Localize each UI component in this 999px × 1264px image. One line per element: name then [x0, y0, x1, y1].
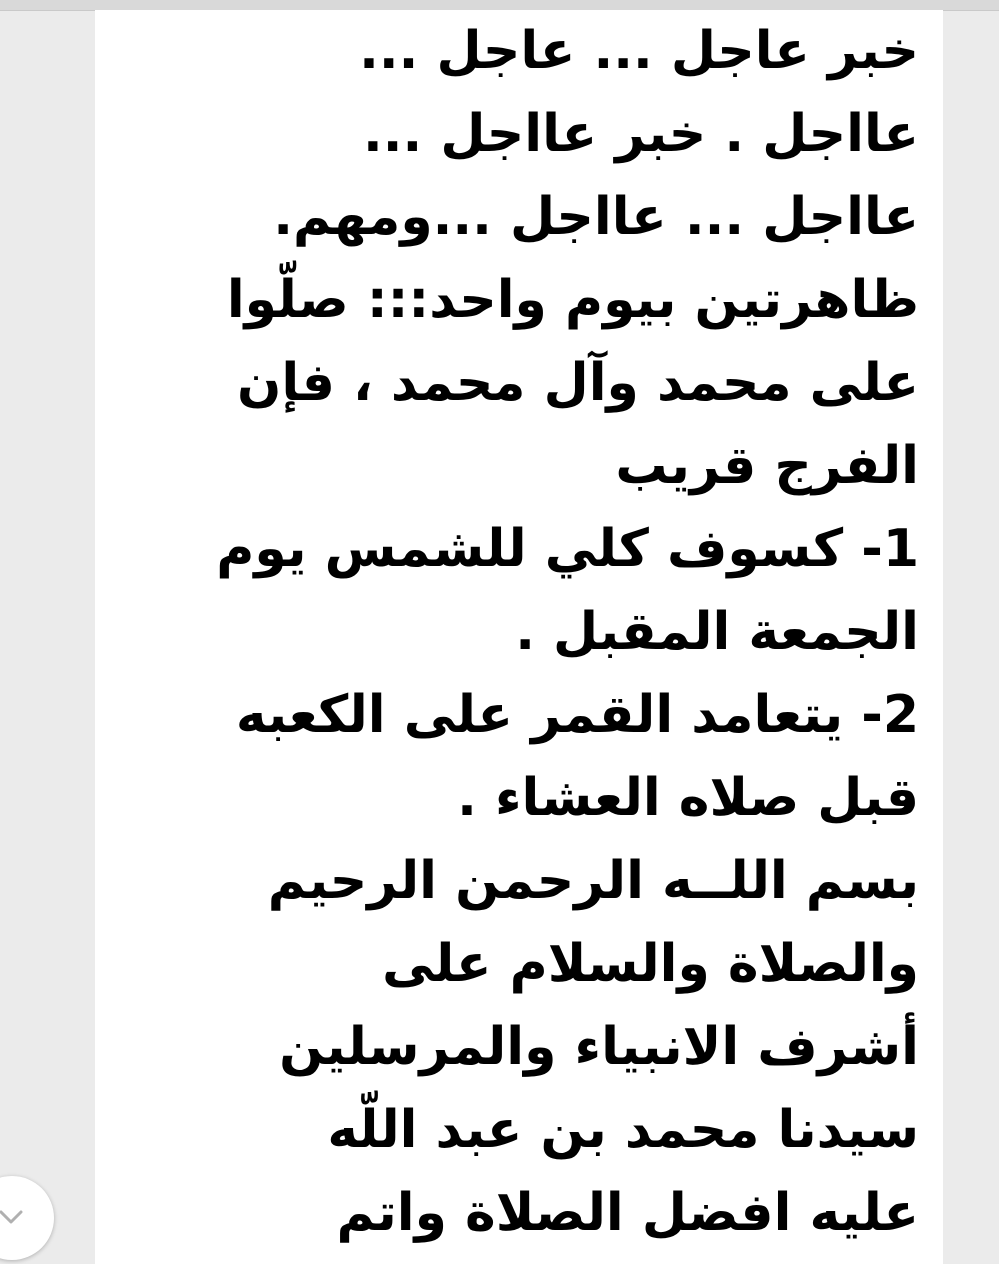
message-line: أشرف الانبياء والمرسلين	[279, 1017, 919, 1077]
message-line: عااجل ... عااجل ...ومهم.	[273, 187, 919, 247]
scroll-down-button[interactable]	[0, 1176, 54, 1260]
message-line: خبر عاجل ... عاجل ...	[359, 21, 919, 81]
message-line: بسم اللــه الرحمن الرحيم	[267, 851, 919, 911]
message-line: ظاهرتين بيوم واحد::: صلّوا	[226, 270, 919, 330]
message-line: عااجل . خبر عااجل ...	[362, 104, 919, 164]
message-line: 1- كسوف كلي للشمس يوم	[216, 519, 919, 579]
message-line: عليه افضل الصلاة واتم	[336, 1183, 919, 1243]
message-line: على محمد وآل محمد ، فإن	[237, 353, 919, 413]
message-line: 2- يتعامد القمر على الكعبه	[235, 685, 919, 745]
message-line: والصلاة والسلام على	[382, 934, 919, 994]
message-text	[119, 10, 919, 1255]
message-bubble[interactable]	[95, 10, 943, 1264]
message-line: الجمعة المقبل .	[515, 602, 919, 662]
message-line: الفرج قريب	[615, 436, 919, 496]
message-line: قبل صلاه العشاء .	[457, 768, 919, 828]
message-line: سيدنا محمد بن عبد اللّه	[327, 1100, 919, 1160]
